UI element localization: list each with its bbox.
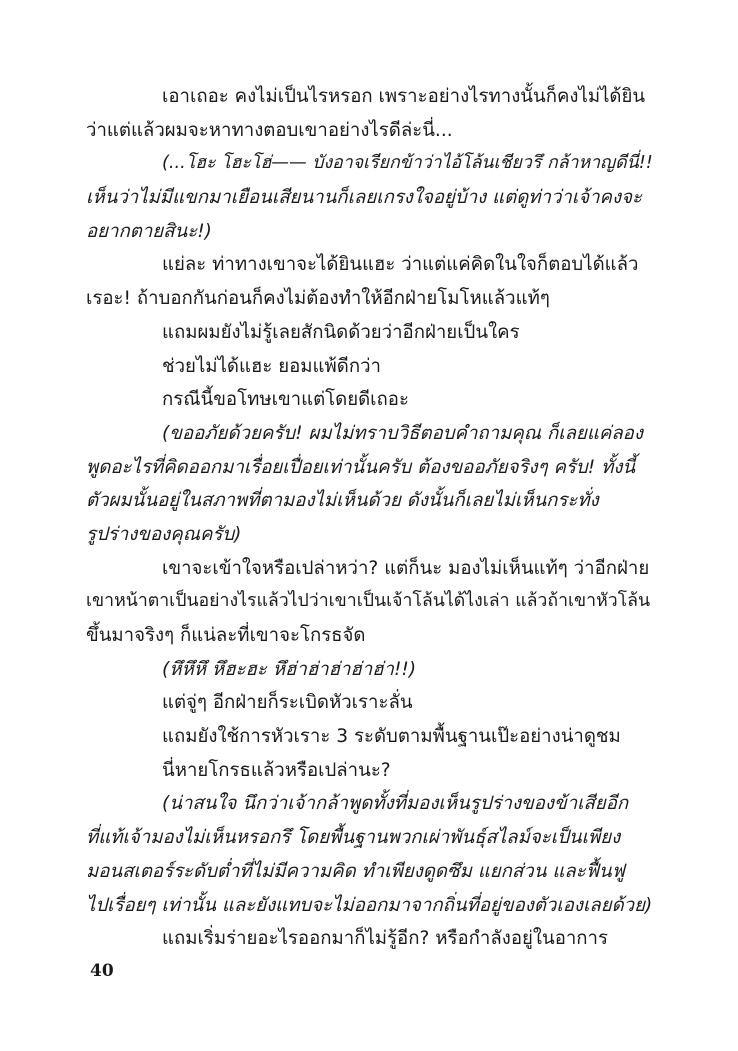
text-line: เห็นว่าไม่มีแขกมาเยือนเสียนานก็เลยเกรงใจอยู่บ้าง แต่ดูท่าว่าเจ้าคงจะ — [86, 187, 642, 209]
text-line: ช่วยไม่ได้แฮะ ยอมแพ้ดีกว่า — [162, 355, 381, 377]
text-line: มอนสเตอร์ระดับต่ำที่ไม่มีความคิด ทำเพียงดูดซึม แยกส่วน และฟื้นฟู — [86, 860, 625, 882]
text-line: เขาจะเข้าใจหรือเปล่าหว่า? แต่ก็นะ มองไม่เห็นแท้ๆ ว่าอีกฝ่าย — [162, 557, 650, 579]
text-line: กรณีนี้ขอโทษเขาแต่โดยดีเถอะ — [162, 389, 409, 411]
text-line: พูดอะไรที่คิดออกมาเรื่อยเปื่อยเท่านั้นครับ ต้องขออภัยจริงๆ ครับ! ทั้งนี้ — [86, 456, 636, 478]
text-line: ขึ้นมาจริงๆ ก็แน่ละที่เขาจะโกรธจัด — [86, 625, 366, 646]
page-number: 40 — [90, 961, 114, 981]
text-line: (หึหึหึ หึฮะฮะ หึฮ่าฮ่าฮ่าฮ่าฮ่า!!) — [162, 658, 417, 680]
text-line: แย่ละ ท่าทางเขาจะได้ยินแฮะ ว่าแต่แค่คิดในใจก็ตอบได้แล้ว — [162, 254, 639, 276]
text-line: เขาหน้าตาเป็นอย่างไรแล้วไปว่าเขาเป็นเจ้าโล้นได้ไงเล่า แล้วถ้าเขาหัวโล้น — [86, 591, 651, 612]
text-line: ไปเรื่อยๆ เท่านั้น และยังแทบจะไม่ออกมาจากถิ่นที่อยู่ของตัวเองเลยด้วย) — [86, 894, 653, 916]
text-line: นี่หายโกรธแล้วหรือเปล่านะ? — [162, 759, 391, 781]
text-line: (ขออภัยด้วยครับ! ผมไม่ทราบวิธีตอบคำถามคุณ ก็เลยแค่ลอง — [162, 422, 643, 444]
text-line: แต่จู่ๆ อีกฝ่ายก็ระเบิดหัวเราะลั่น — [162, 692, 413, 714]
text-line: ที่แท้เจ้ามองไม่เห็นหรอกรึ โดยพื้นฐานพวกเผ่าพันธุ์สไลม์จะเป็นเพียง — [86, 827, 621, 849]
text-line: แถมยังใช้การหัวเราะ 3 ระดับตามพื้นฐานเป๊ะอย่างน่าดูชม — [162, 726, 621, 748]
text-line: ตัวผมนั้นอยู่ในสภาพที่ตามองไม่เห็นด้วย ดังนั้นก็เลยไม่เห็นกระทั่ง — [86, 490, 599, 512]
text-line: ว่าแต่แล้วผมจะหาทางตอบเขาอย่างไรดีล่ะนี่... — [86, 119, 453, 141]
text-line: รูปร่างของคุณครับ) — [86, 523, 242, 545]
text-line: เอาเถอะ คงไม่เป็นไรหรอก เพราะอย่างไรทางนั้นก็คงไม่ได้ยิน — [162, 86, 646, 107]
text-line: แถมเริ่มร่ายอะไรออกมาก็ไม่รู้อีก? หรือกำลังอยู่ในอาการ — [162, 928, 608, 950]
body-text — [86, 80, 652, 956]
text-line: (น่าสนใจ นึกว่าเจ้ากล้าพูดทั้งที่มองเห็นรูปร่างของข้าเสียอีก — [162, 793, 629, 815]
text-line: เรอะ! ถ้าบอกกันก่อนก็คงไม่ต้องทำให้อีกฝ่ายโมโหแล้วแท้ๆ — [86, 288, 550, 310]
text-line: (...โฮะ โฮะโฮ่—— บังอาจเรียกข้าว่าไอ้โล้นเชียวรึ กล้าหาญดีนี่!! — [162, 153, 653, 174]
text-line: อยากตายสินะ!) — [86, 220, 212, 242]
text-line: แถมผมยังไม่รู้เลยสักนิดด้วยว่าอีกฝ่ายเป็นใคร — [162, 321, 520, 343]
